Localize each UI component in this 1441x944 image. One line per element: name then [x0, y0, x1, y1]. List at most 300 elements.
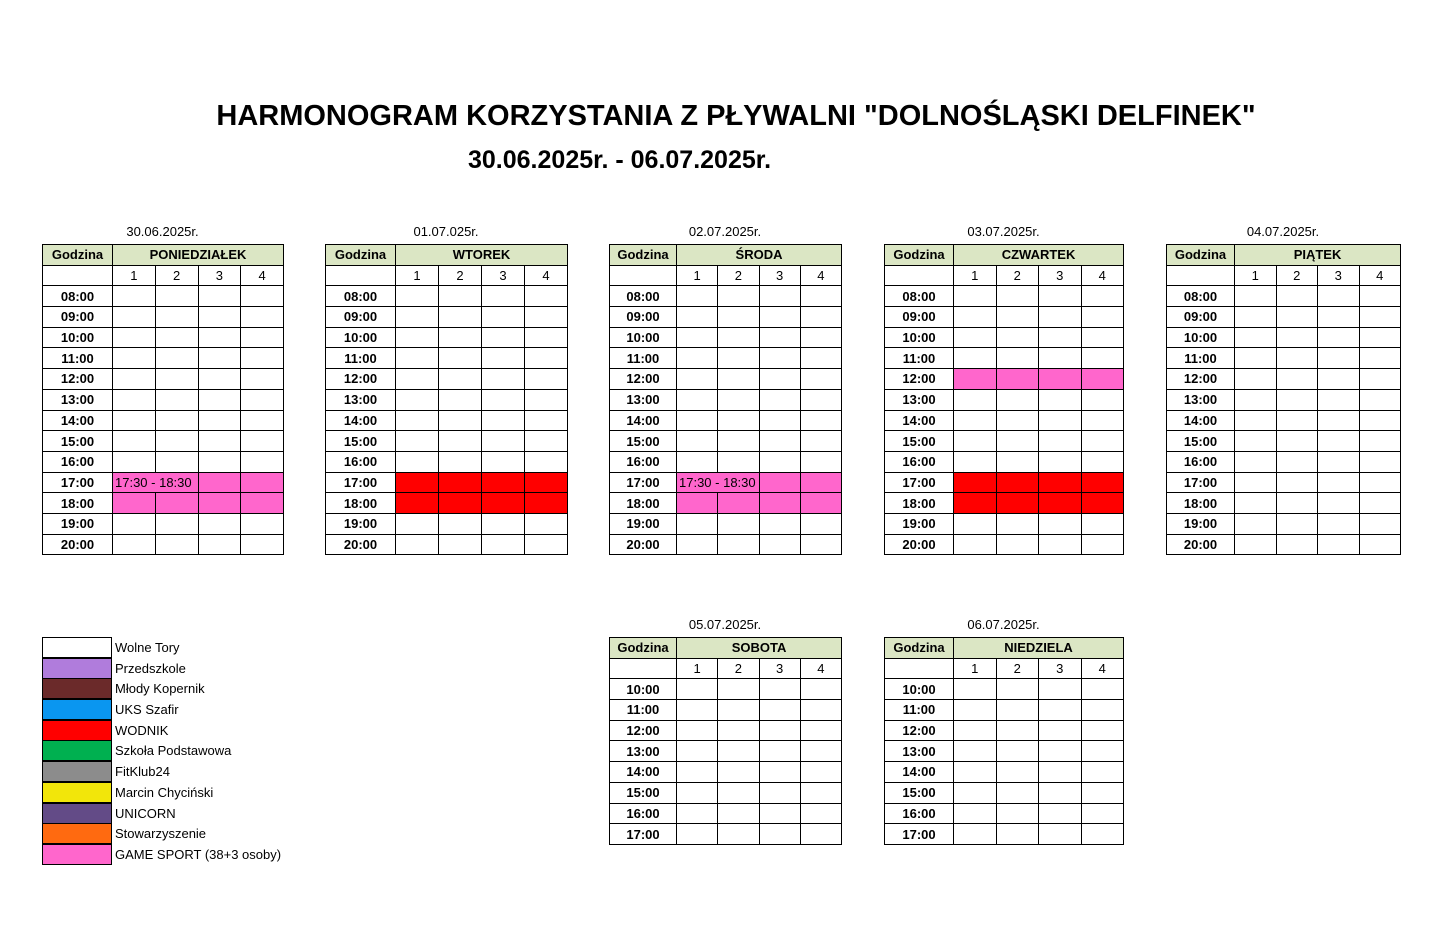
lane-cell — [718, 410, 759, 431]
hour-cell: 13:00 — [326, 389, 396, 410]
day-schedule-monday — [42, 224, 283, 555]
booking-note: 17:30 - 18:30 — [677, 472, 760, 493]
lane-cell — [1318, 410, 1360, 431]
lane-cell — [759, 493, 800, 514]
lane-cell — [1276, 327, 1318, 348]
legend-label: WODNIK — [115, 722, 169, 738]
lane-cell — [1359, 389, 1401, 410]
lane-cell — [1081, 451, 1124, 472]
lane-cell — [1318, 431, 1360, 452]
lane-cell — [482, 286, 525, 307]
day-schedule-saturday — [609, 617, 841, 845]
hour-row — [610, 431, 842, 452]
header-row — [1167, 245, 1401, 266]
lane-cell — [198, 286, 241, 307]
lane-cell — [396, 431, 439, 452]
lane-cell — [396, 513, 439, 534]
lane-row — [43, 265, 284, 286]
lane-cell — [1276, 431, 1318, 452]
lane-number: 2 — [718, 265, 759, 286]
lane-cell — [677, 762, 718, 783]
hour-row — [885, 451, 1124, 472]
lane-cell — [1081, 824, 1124, 845]
lane-cell — [1318, 472, 1360, 493]
lane-cell — [1039, 369, 1082, 390]
hour-row — [326, 410, 568, 431]
lane-cell — [198, 389, 241, 410]
lane-cell — [1081, 431, 1124, 452]
lane-cell — [241, 513, 284, 534]
lane-cell — [1276, 410, 1318, 431]
hour-cell: 13:00 — [610, 389, 677, 410]
hour-row — [610, 720, 842, 741]
lane-cell — [718, 451, 759, 472]
legend-label: UNICORN — [115, 805, 176, 821]
schedule-table — [325, 244, 568, 555]
lane-cell — [1081, 700, 1124, 721]
hour-row — [1167, 513, 1401, 534]
lane-cell — [1359, 307, 1401, 328]
hour-cell: 11:00 — [1167, 348, 1235, 369]
day-date: 04.07.2025r. — [1246, 224, 1320, 239]
lane-cell — [1081, 369, 1124, 390]
legend-label: Przedszkole — [115, 660, 186, 676]
hour-cell: 08:00 — [326, 286, 396, 307]
day-date: 06.07.2025r. — [967, 617, 1040, 632]
hour-cell: 13:00 — [1167, 389, 1235, 410]
lane-cell — [439, 307, 482, 328]
lane-cell — [525, 534, 568, 555]
lane-cell — [800, 534, 841, 555]
lane-cell — [198, 348, 241, 369]
legend-label: Stowarzyszenie — [115, 826, 207, 842]
hour-cell: 14:00 — [610, 410, 677, 431]
legend-swatch — [42, 658, 112, 679]
lane-cell — [1039, 451, 1082, 472]
hour-row — [1167, 451, 1401, 472]
hour-header: Godzina — [1167, 245, 1235, 266]
hour-row — [610, 369, 842, 390]
lane-cell — [1359, 451, 1401, 472]
hour-row — [885, 782, 1124, 803]
hour-cell: 09:00 — [610, 307, 677, 328]
lane-cell — [241, 472, 284, 493]
legend-label: FitKlub24 — [115, 764, 170, 780]
lane-cell — [439, 410, 482, 431]
lane-cell — [677, 803, 718, 824]
lane-cell — [155, 431, 198, 452]
legend-label: Szkoła Podstawowa — [115, 743, 232, 759]
hour-row — [885, 679, 1124, 700]
hour-cell: 17:00 — [885, 472, 954, 493]
lane-cell — [759, 286, 800, 307]
lane-cell — [1276, 286, 1318, 307]
hour-row — [43, 493, 284, 514]
day-date: 02.07.2025r. — [688, 224, 762, 239]
lane-cell — [1081, 307, 1124, 328]
hour-row — [610, 451, 842, 472]
lane-cell — [1039, 513, 1082, 534]
hour-row — [610, 782, 842, 803]
hour-row — [43, 389, 284, 410]
lane-cell — [113, 286, 156, 307]
lane-cell — [1235, 472, 1277, 493]
blank-cell — [610, 658, 677, 679]
lane-cell — [1039, 286, 1082, 307]
lane-cell — [800, 762, 841, 783]
lane-cell — [759, 534, 800, 555]
hour-row — [885, 307, 1124, 328]
hour-cell: 17:00 — [326, 472, 396, 493]
lane-cell — [525, 410, 568, 431]
lane-cell — [677, 431, 718, 452]
lane-cell — [996, 369, 1039, 390]
lane-cell — [759, 679, 800, 700]
lane-cell — [718, 782, 759, 803]
header-row — [43, 245, 284, 266]
hour-cell: 13:00 — [885, 741, 954, 762]
lane-cell — [759, 782, 800, 803]
lane-number: 4 — [1359, 265, 1401, 286]
hour-cell: 18:00 — [43, 493, 113, 514]
lane-cell — [525, 493, 568, 514]
lane-cell — [525, 307, 568, 328]
legend-swatch — [42, 740, 112, 761]
lane-cell — [1039, 534, 1082, 555]
lane-cell — [954, 389, 997, 410]
lane-cell — [1276, 451, 1318, 472]
lane-cell — [718, 679, 759, 700]
lane-cell — [113, 513, 156, 534]
hour-cell: 11:00 — [885, 348, 954, 369]
lane-cell — [1235, 389, 1277, 410]
hour-cell: 14:00 — [43, 410, 113, 431]
lane-cell — [800, 700, 841, 721]
lane-number: 4 — [800, 265, 841, 286]
lane-cell — [996, 410, 1039, 431]
lane-cell — [439, 389, 482, 410]
lane-cell — [996, 824, 1039, 845]
hour-cell: 18:00 — [610, 493, 677, 514]
legend-swatch — [42, 782, 112, 803]
lane-cell — [800, 327, 841, 348]
lane-cell — [800, 741, 841, 762]
hour-row — [1167, 286, 1401, 307]
lane-cell — [525, 348, 568, 369]
lane-cell — [1235, 327, 1277, 348]
lane-cell — [1039, 720, 1082, 741]
lane-cell — [759, 700, 800, 721]
lane-cell — [718, 513, 759, 534]
lane-cell — [954, 431, 997, 452]
lane-cell — [396, 348, 439, 369]
lane-row — [885, 265, 1124, 286]
hour-cell: 14:00 — [1167, 410, 1235, 431]
day-schedule-friday — [1166, 224, 1400, 555]
lane-number: 3 — [759, 265, 800, 286]
lane-cell — [759, 327, 800, 348]
hour-row — [885, 389, 1124, 410]
lane-cell — [198, 451, 241, 472]
lane-cell — [954, 348, 997, 369]
lane-cell — [954, 513, 997, 534]
header-row — [326, 245, 568, 266]
hour-row — [885, 700, 1124, 721]
lane-cell — [677, 741, 718, 762]
hour-cell: 10:00 — [885, 679, 954, 700]
hour-cell: 19:00 — [43, 513, 113, 534]
lane-cell — [1359, 410, 1401, 431]
lane-cell — [439, 348, 482, 369]
lane-cell — [1039, 410, 1082, 431]
lane-cell — [1276, 369, 1318, 390]
lane-number: 3 — [1039, 265, 1082, 286]
lane-cell — [396, 286, 439, 307]
hour-row — [326, 513, 568, 534]
hour-row — [610, 824, 842, 845]
header-row — [885, 245, 1124, 266]
lane-cell — [718, 762, 759, 783]
hour-cell: 14:00 — [610, 762, 677, 783]
lane-cell — [1359, 286, 1401, 307]
lane-cell — [759, 410, 800, 431]
hour-cell: 19:00 — [885, 513, 954, 534]
lane-cell — [759, 389, 800, 410]
lane-cell — [677, 700, 718, 721]
lane-cell — [396, 307, 439, 328]
hour-row — [885, 286, 1124, 307]
lane-cell — [439, 431, 482, 452]
schedule-table — [1166, 244, 1401, 555]
lane-cell — [1359, 472, 1401, 493]
lane-cell — [954, 720, 997, 741]
lane-row — [326, 265, 568, 286]
lane-number: 1 — [113, 265, 156, 286]
blank-cell — [43, 265, 113, 286]
lane-cell — [155, 348, 198, 369]
legend-label: GAME SPORT (38+3 osoby) — [115, 846, 282, 862]
hour-row — [885, 762, 1124, 783]
hour-row — [610, 534, 842, 555]
hour-cell: 17:00 — [1167, 472, 1235, 493]
lane-cell — [759, 513, 800, 534]
lane-number: 2 — [996, 658, 1039, 679]
lane-cell — [1081, 534, 1124, 555]
hour-cell: 15:00 — [326, 431, 396, 452]
lane-cell — [1235, 451, 1277, 472]
lane-cell — [996, 803, 1039, 824]
hour-cell: 15:00 — [610, 431, 677, 452]
hour-cell: 17:00 — [43, 472, 113, 493]
hour-row — [610, 762, 842, 783]
lane-cell — [439, 534, 482, 555]
lane-cell — [396, 327, 439, 348]
hour-row — [43, 348, 284, 369]
lane-cell — [954, 369, 997, 390]
lane-cell — [525, 472, 568, 493]
lane-cell — [759, 369, 800, 390]
lane-cell — [1359, 327, 1401, 348]
lane-cell — [439, 513, 482, 534]
lane-cell — [759, 348, 800, 369]
lane-cell — [800, 513, 841, 534]
lane-cell — [800, 410, 841, 431]
lane-cell — [482, 410, 525, 431]
lane-cell — [677, 720, 718, 741]
hour-row — [326, 472, 568, 493]
hour-row — [885, 513, 1124, 534]
day-schedule-wednesday — [609, 224, 841, 555]
lane-cell — [482, 327, 525, 348]
lane-cell — [718, 327, 759, 348]
lane-cell — [954, 493, 997, 514]
hour-cell: 20:00 — [43, 534, 113, 555]
lane-cell — [396, 410, 439, 431]
lane-cell — [718, 348, 759, 369]
hour-row — [326, 307, 568, 328]
lane-cell — [1081, 286, 1124, 307]
header-row — [610, 638, 842, 659]
lane-cell — [439, 472, 482, 493]
lane-cell — [1039, 679, 1082, 700]
lane-row — [885, 658, 1124, 679]
hour-row — [885, 493, 1124, 514]
hour-row — [885, 741, 1124, 762]
lane-cell — [525, 451, 568, 472]
hour-row — [326, 327, 568, 348]
lane-cell — [996, 348, 1039, 369]
lane-cell — [800, 803, 841, 824]
hour-cell: 08:00 — [885, 286, 954, 307]
lane-number: 3 — [1039, 658, 1082, 679]
lane-cell — [996, 513, 1039, 534]
hour-row — [326, 451, 568, 472]
lane-cell — [759, 720, 800, 741]
lane-cell — [241, 369, 284, 390]
hour-cell: 19:00 — [610, 513, 677, 534]
schedule-table — [609, 244, 842, 555]
hour-row — [1167, 307, 1401, 328]
day-name: NIEDZIELA — [954, 638, 1124, 659]
lane-cell — [1039, 307, 1082, 328]
hour-cell: 16:00 — [326, 451, 396, 472]
legend-swatch — [42, 803, 112, 824]
hour-row — [326, 389, 568, 410]
lane-cell — [396, 451, 439, 472]
hour-row — [1167, 327, 1401, 348]
lane-cell — [482, 451, 525, 472]
lane-cell — [954, 782, 997, 803]
hour-row — [43, 431, 284, 452]
schedule-table — [884, 637, 1124, 845]
lane-cell — [1039, 327, 1082, 348]
lane-cell — [1235, 410, 1277, 431]
lane-cell — [241, 410, 284, 431]
lane-cell — [113, 307, 156, 328]
hour-cell: 13:00 — [885, 389, 954, 410]
lane-cell — [113, 348, 156, 369]
lane-cell — [1081, 327, 1124, 348]
lane-cell — [677, 307, 718, 328]
hour-cell: 12:00 — [326, 369, 396, 390]
lane-cell — [996, 472, 1039, 493]
lane-cell — [954, 762, 997, 783]
lane-cell — [677, 451, 718, 472]
hour-row — [43, 534, 284, 555]
hour-cell: 12:00 — [610, 720, 677, 741]
lane-cell — [996, 431, 1039, 452]
hour-row — [610, 389, 842, 410]
hour-header: Godzina — [43, 245, 113, 266]
hour-row — [610, 700, 842, 721]
lane-cell — [718, 369, 759, 390]
legend-swatch — [42, 637, 112, 658]
schedule-table — [609, 637, 842, 845]
lane-cell — [396, 389, 439, 410]
hour-row — [43, 472, 284, 493]
lane-cell — [954, 803, 997, 824]
hour-cell: 14:00 — [326, 410, 396, 431]
hour-row — [1167, 369, 1401, 390]
hour-cell: 13:00 — [610, 741, 677, 762]
lane-cell — [718, 389, 759, 410]
day-name: SOBOTA — [677, 638, 842, 659]
hour-row — [610, 286, 842, 307]
lane-cell — [241, 493, 284, 514]
hour-cell: 19:00 — [1167, 513, 1235, 534]
lane-cell — [800, 348, 841, 369]
lane-cell — [718, 824, 759, 845]
hour-cell: 08:00 — [43, 286, 113, 307]
hour-cell: 15:00 — [610, 782, 677, 803]
lane-cell — [800, 720, 841, 741]
lane-cell — [1081, 679, 1124, 700]
hour-cell: 15:00 — [43, 431, 113, 452]
hour-cell: 14:00 — [885, 762, 954, 783]
lane-cell — [954, 534, 997, 555]
lane-number: 1 — [677, 265, 718, 286]
hour-header: Godzina — [610, 245, 677, 266]
hour-cell: 15:00 — [885, 431, 954, 452]
hour-cell: 17:00 — [610, 472, 677, 493]
hour-cell: 09:00 — [43, 307, 113, 328]
lane-cell — [954, 824, 997, 845]
lane-cell — [482, 431, 525, 452]
hour-cell: 20:00 — [1167, 534, 1235, 555]
lane-cell — [1359, 431, 1401, 452]
lane-cell — [677, 410, 718, 431]
hour-row — [326, 348, 568, 369]
lane-cell — [1235, 348, 1277, 369]
day-name: PONIEDZIAŁEK — [113, 245, 284, 266]
lane-cell — [241, 534, 284, 555]
lane-number: 2 — [1276, 265, 1318, 286]
lane-cell — [241, 286, 284, 307]
hour-cell: 09:00 — [1167, 307, 1235, 328]
hour-row — [43, 286, 284, 307]
lane-cell — [1318, 534, 1360, 555]
lane-cell — [718, 720, 759, 741]
lane-cell — [1039, 803, 1082, 824]
lane-cell — [1359, 534, 1401, 555]
lane-cell — [1276, 348, 1318, 369]
day-date: 05.07.2025r. — [688, 617, 762, 632]
lane-cell — [1235, 286, 1277, 307]
lane-cell — [198, 472, 241, 493]
lane-cell — [759, 307, 800, 328]
hour-header: Godzina — [885, 638, 954, 659]
lane-number: 1 — [954, 265, 997, 286]
